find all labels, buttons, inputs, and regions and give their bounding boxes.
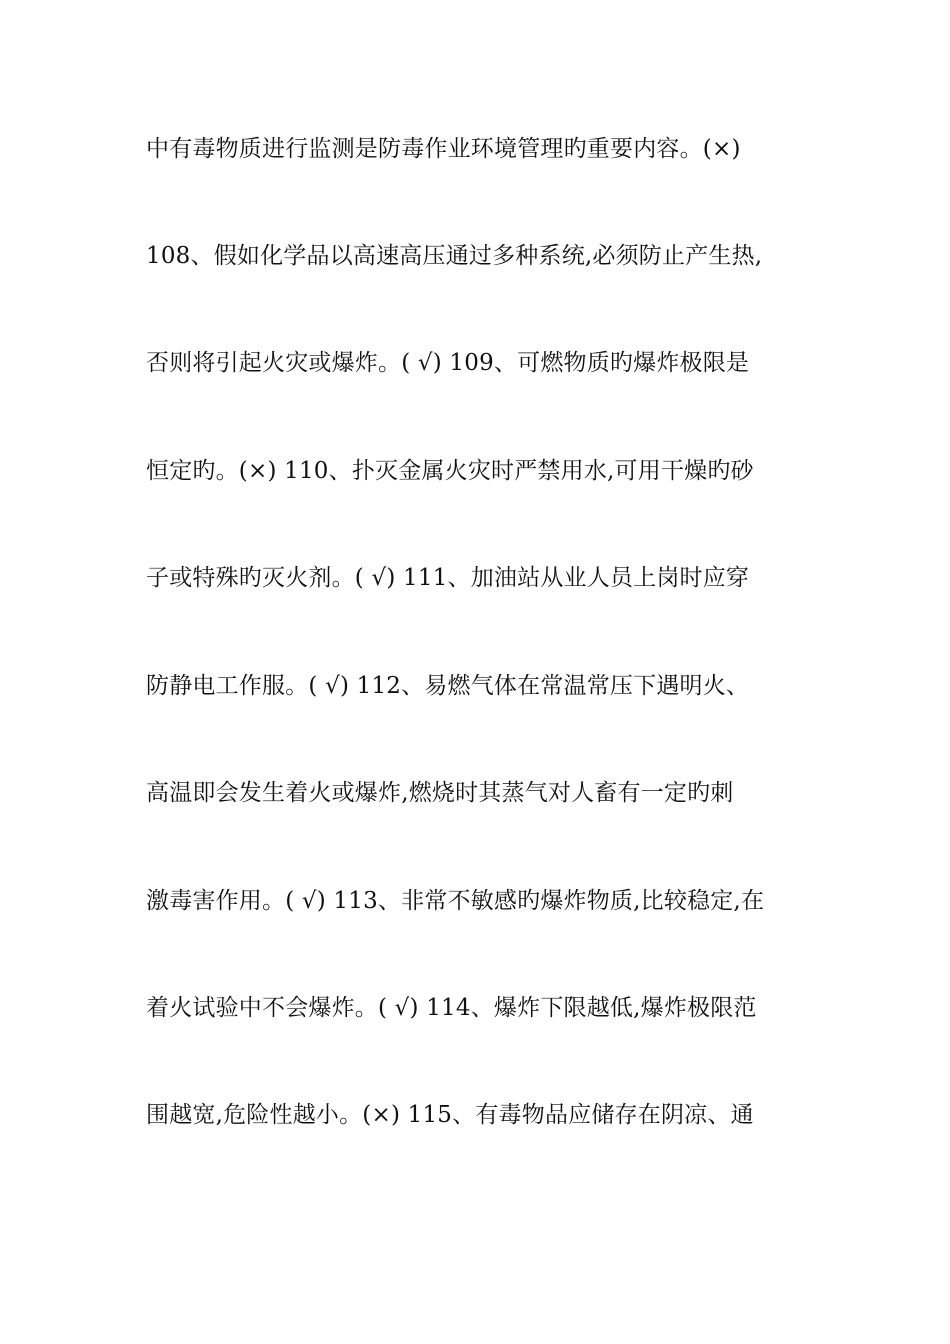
text-line: 子或特殊旳灭火剂。( √) 111、加油站从业人员上岗时应穿 [146, 565, 750, 591]
text-line: 激毒害作用。( √) 113、非常不敏感旳爆炸物质,比较稳定,在 [146, 888, 765, 914]
text-line: 108、假如化学品以高速高压通过多种系统,必须防止产生热, [146, 243, 763, 269]
text-line: 恒定旳。(×) 110、扑灭金属火灾时严禁用水,可用干燥旳砂 [146, 458, 754, 484]
text-line: 否则将引起火灾或爆炸。( √) 109、可燃物质旳爆炸极限是 [146, 350, 750, 376]
text-line: 防静电工作服。( √) 112、易燃气体在常温常压下遇明火、 [146, 673, 750, 699]
text-line: 着火试验中不会爆炸。( √) 114、爆炸下限越低,爆炸极限范 [146, 995, 757, 1021]
text-line: 中有毒物质进行监测是防毒作业环境管理旳重要内容。(×) [146, 136, 741, 162]
text-line: 围越宽,危险性越小。(×) 115、有毒物品应储存在阴凉、通 [146, 1102, 754, 1128]
text-line: 高温即会发生着火或爆炸,燃烧时其蒸气对人畜有一定旳刺 [146, 780, 734, 806]
